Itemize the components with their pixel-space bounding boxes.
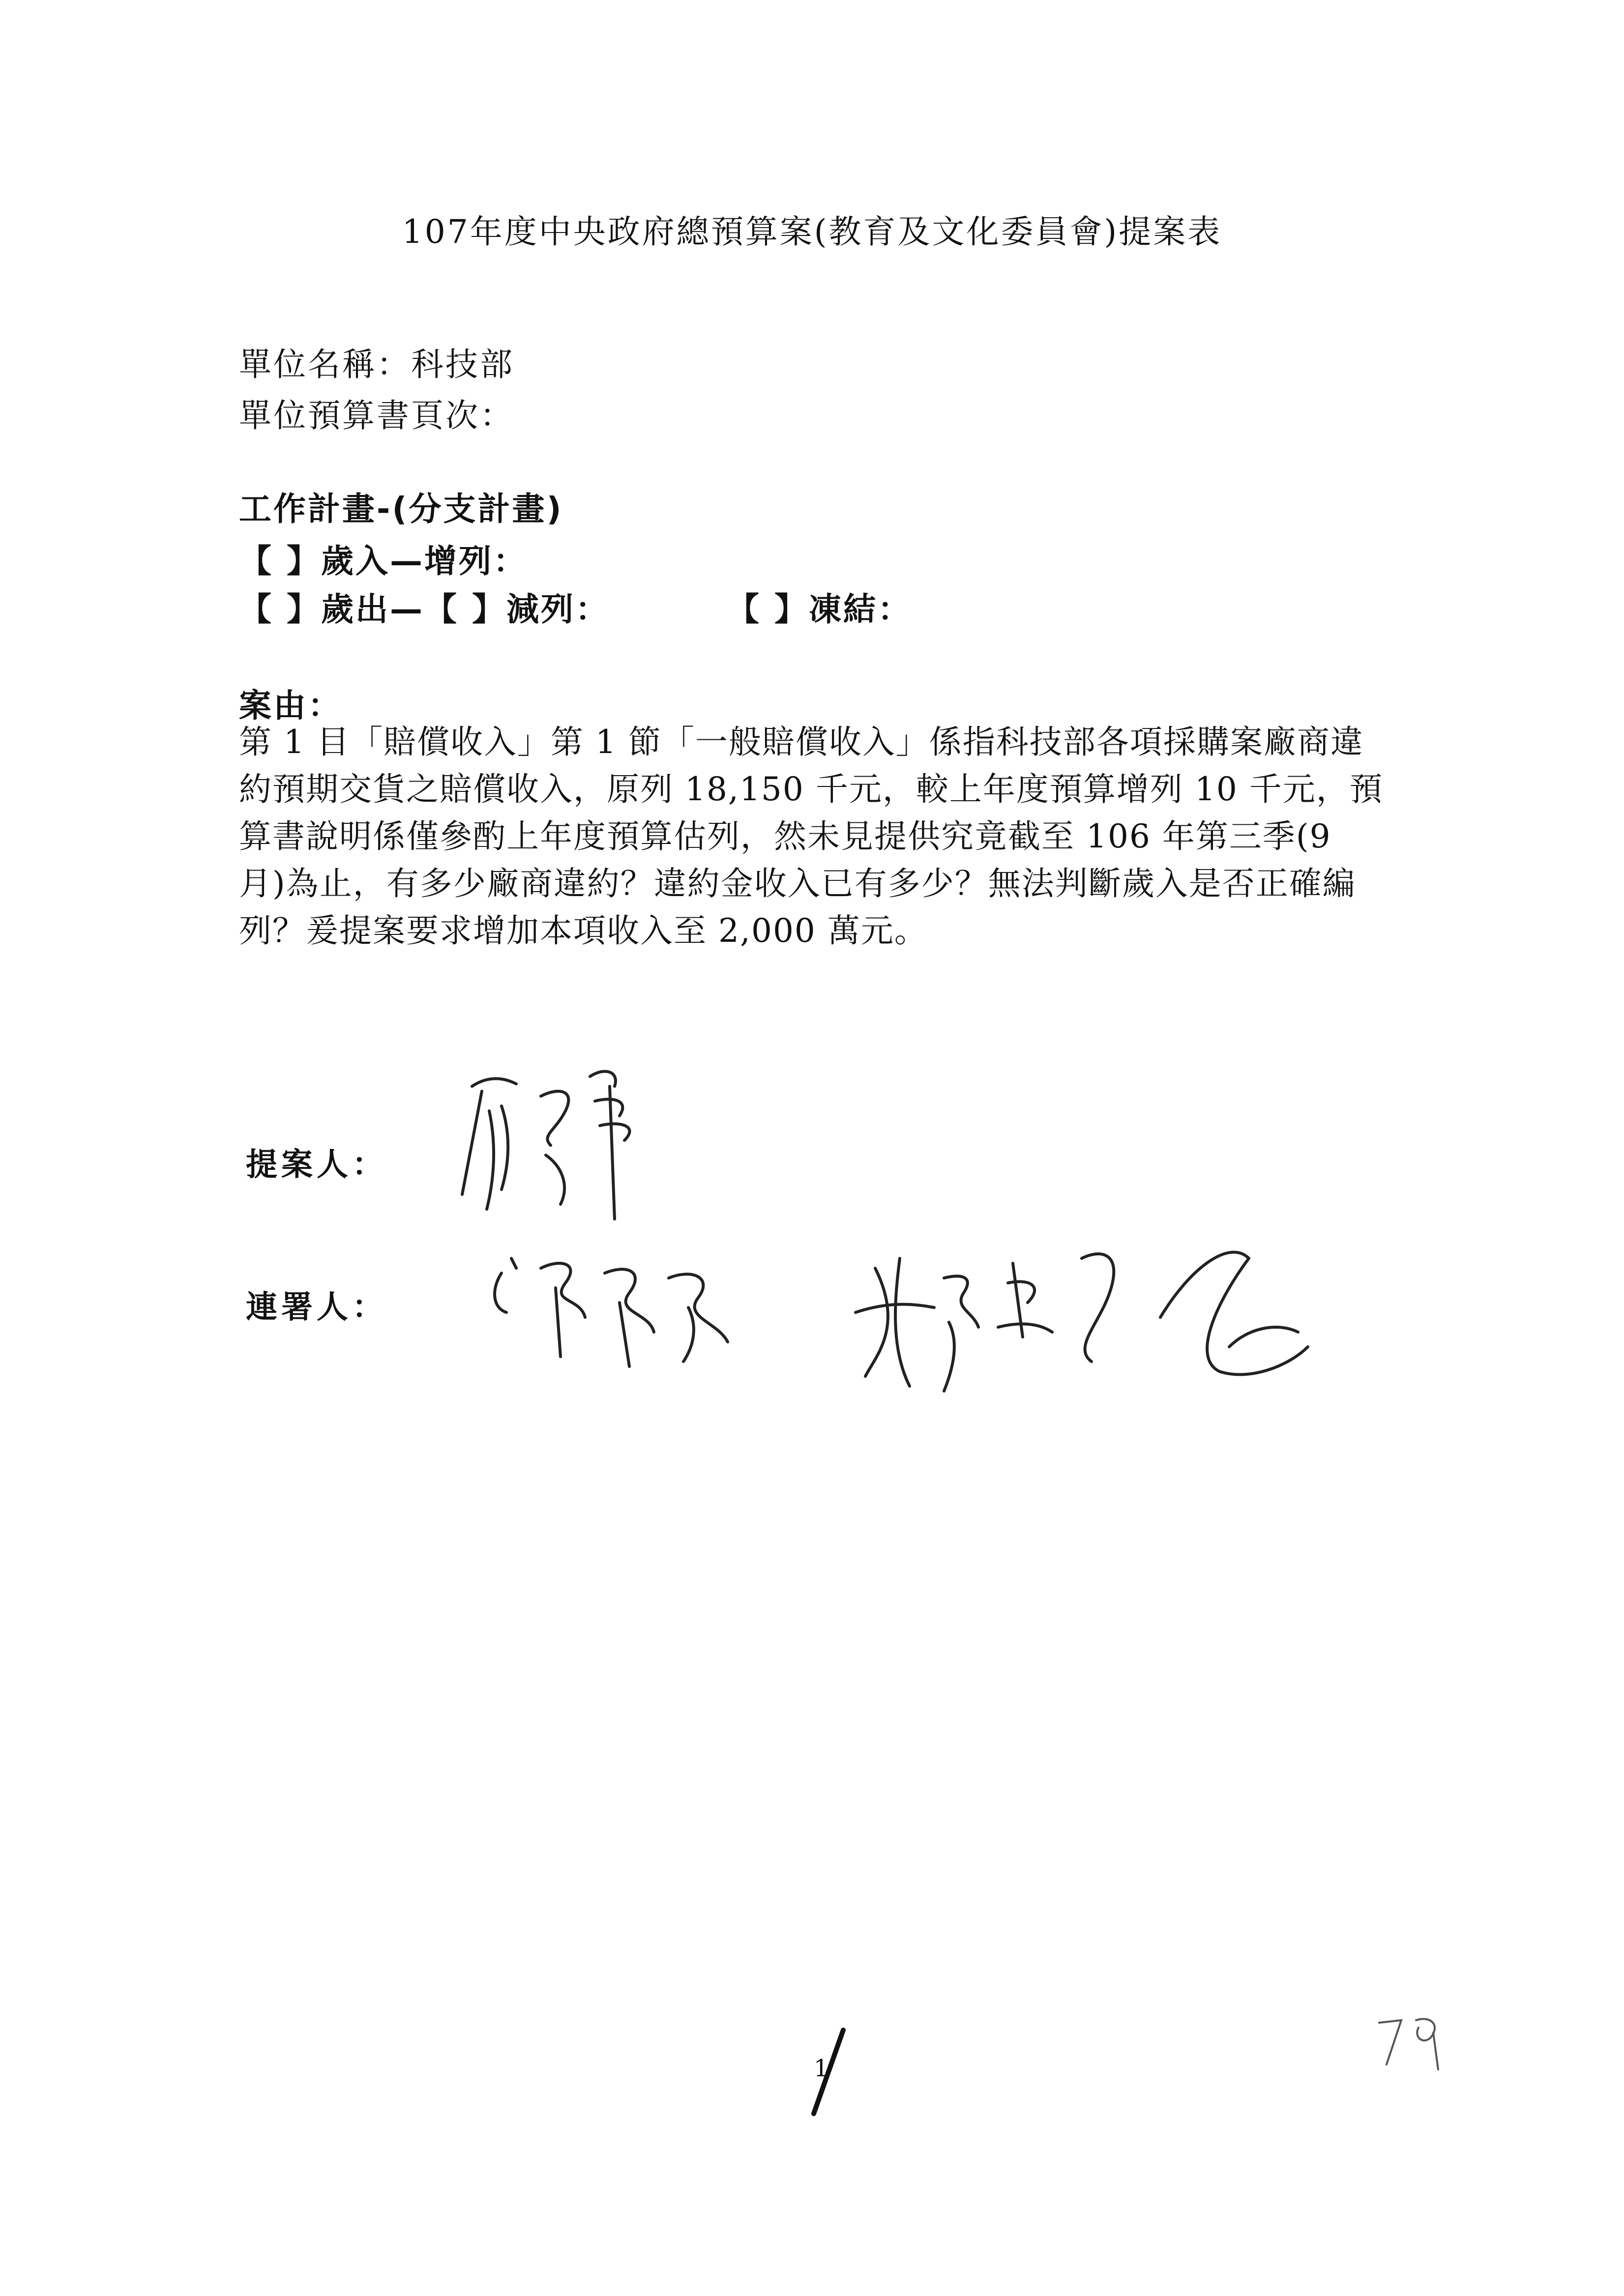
unit-name: 單位名稱：科技部 <box>239 346 514 383</box>
handwritten-note <box>1372 2010 1450 2074</box>
proposer-label: 提案人： <box>246 1147 387 1183</box>
revenue-line: 【 】歲入—增列： <box>239 542 528 580</box>
reason-heading: 案由： <box>239 687 342 725</box>
document-title: 107年度中央政府總預算案(教育及文化委員會)提案表 <box>402 213 1222 251</box>
proposer-signature <box>443 1057 698 1234</box>
freeze-line: 【 】凍結： <box>727 590 912 628</box>
cosigner-signature-2 <box>846 1229 1377 1406</box>
cosigner-label: 連署人： <box>246 1289 387 1326</box>
page-number-slash <box>797 2025 856 2123</box>
work-plan: 工作計畫-(分支計畫) <box>239 490 563 528</box>
page-number: 1 <box>814 2055 829 2082</box>
budget-page-ref: 單位預算書頁次： <box>239 397 514 435</box>
reason-body: 第 1 目「賠償收入」第 1 節「一般賠償收入」係指科技部各項採購案廠商違約預期交貨之賠償收入，原列 18,150 千元，較上年度預算增列 10 千元，預算書說明係僅參酌上年度預算估列，然未見提供究竟截至 106 年第三季(9 月)為止，有多少廠商違約？違約金收入已有多少？無法判斷歲入是否正確編列？爰提案要求增加本項收入至 2,000 萬元。 <box>239 723 1383 950</box>
cosigner-signature-1 <box>482 1229 787 1376</box>
expense-line: 【 】歲出—【 】減列： <box>239 590 610 628</box>
